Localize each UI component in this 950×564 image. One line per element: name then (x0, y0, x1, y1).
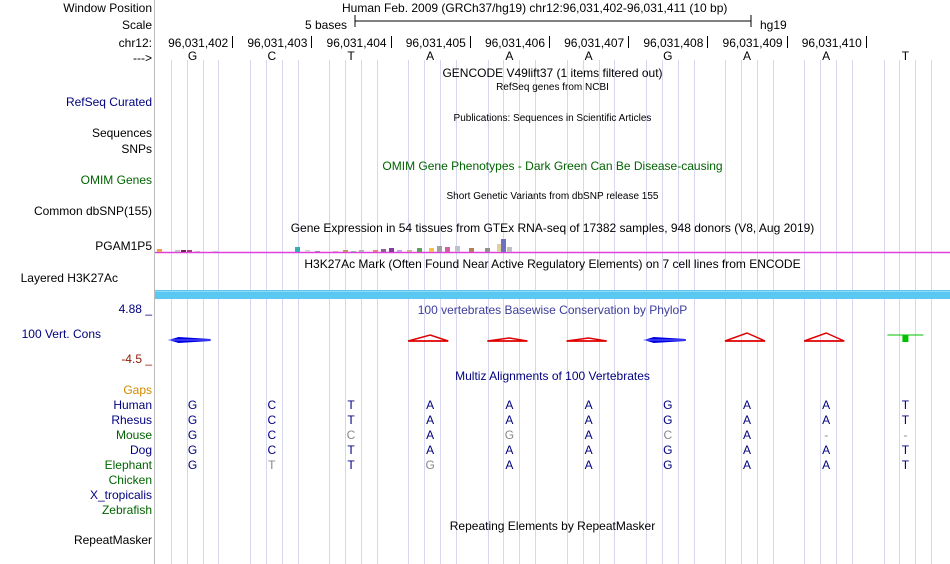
multiz-base: G (663, 398, 673, 412)
gtex-tissue-bar (485, 248, 490, 252)
multiz-base: T (347, 398, 355, 412)
gtex-tissue-bar (187, 250, 192, 252)
multiz-base: C (267, 413, 277, 427)
layered-h3k27ac-label[interactable]: Layered H3K27Ac (20, 271, 118, 285)
species-label-dog: Dog (129, 443, 152, 457)
multiz-base: A (584, 458, 593, 472)
phylop-track-title: 100 vertebrates Basewise Conservation by PhyloP (417, 303, 688, 317)
repeatmasker-label[interactable]: RepeatMasker (73, 533, 152, 547)
gtex-tissue-bar (469, 248, 474, 252)
multiz-base: A (584, 398, 593, 412)
multiz-base: A (742, 443, 751, 457)
refseq-curated-label[interactable]: RefSeq Curated (65, 95, 152, 109)
multiz-base: A (426, 398, 435, 412)
multiz-base: A (426, 428, 435, 442)
reference-base: T (901, 49, 910, 63)
species-label-mouse: Mouse (115, 428, 152, 442)
gtex-tissue-bar (417, 248, 422, 252)
strand-arrow-label[interactable]: ---> (133, 51, 152, 65)
position-tick (470, 36, 471, 48)
multiz-base: A (742, 428, 751, 442)
h3k27ac-track-title: H3K27Ac Mark (Often Found Near Active Regulatory Elements) on 7 cell lines from ENCODE (304, 257, 801, 271)
phylop-glyph (408, 335, 448, 341)
multiz-base: A (742, 398, 751, 412)
species-label-zebrafish: Zebrafish (101, 503, 152, 517)
gtex-tissue-bar (397, 250, 402, 252)
species-label-chicken: Chicken (108, 473, 152, 487)
snps-label[interactable]: SNPs (121, 142, 152, 156)
phylop-glyph (725, 333, 765, 341)
base-position-label: 96,031,408 (643, 36, 704, 50)
reference-base: A (505, 49, 514, 63)
multiz-base: A (426, 443, 435, 457)
window-position-text: Human Feb. 2009 (GRCh37/hg19) chr12:96,031,402-96,031,411 (10 bp) (342, 1, 728, 15)
reference-base: A (584, 49, 593, 63)
multiz-base: C (267, 398, 277, 412)
reference-base: A (426, 49, 435, 63)
species-label-x-tropicalis: X_tropicalis (89, 488, 152, 502)
gtex-tissue-bar (181, 250, 186, 252)
multiz-base: A (822, 413, 831, 427)
phylop-glyph (644, 337, 686, 343)
reference-base: G (187, 49, 198, 63)
base-position-label: 96,031,404 (326, 36, 387, 50)
multiz-base: G (187, 398, 198, 412)
multiz-base: A (742, 413, 751, 427)
multiz-base: T (347, 413, 355, 427)
gtex-tissue-bar (437, 246, 442, 252)
position-tick (391, 36, 392, 48)
reference-base: G (663, 49, 673, 63)
chr-label: chr12: (118, 36, 152, 50)
multiz-base: C (663, 428, 673, 442)
position-tick (549, 36, 550, 48)
gtex-tissue-bar (445, 247, 450, 252)
reference-base: A (742, 49, 751, 63)
multiz-base: G (504, 428, 515, 442)
multiz-base: C (267, 443, 277, 457)
multiz-base: - (903, 428, 908, 442)
base-position-label: 96,031,409 (722, 36, 783, 50)
multiz-base: G (663, 443, 673, 457)
multiz-base: C (346, 428, 356, 442)
scale-db: hg19 (760, 18, 787, 32)
species-label-human: Human (113, 398, 152, 412)
phylop-glyph (804, 333, 844, 341)
omim-track-title: OMIM Gene Phenotypes - Dark Green Can Be Disease-causing (382, 159, 723, 173)
phylop-max-label: 4.88 _ (118, 302, 152, 316)
multiz-base: G (663, 458, 673, 472)
gtex-tissue-bar (455, 246, 460, 252)
gtex-tissue-bar (359, 250, 364, 252)
multiz-track-title: Multiz Alignments of 100 Vertebrates (455, 369, 650, 383)
multiz-base: T (901, 413, 910, 427)
dbsnp-track-title: Short Genetic Variants from dbSNP release 155 (446, 191, 659, 202)
window-position-label: Window Position (63, 1, 152, 15)
position-tick (232, 36, 233, 48)
multiz-base: T (347, 443, 355, 457)
gtex-tissue-bar (407, 250, 412, 252)
100-vert-cons-label[interactable]: 100 Vert. Cons (21, 327, 101, 341)
omim-genes-label[interactable]: OMIM Genes (80, 173, 152, 187)
scale-label: Scale (121, 18, 152, 32)
refseq-track-title: RefSeq genes from NCBI (496, 82, 609, 93)
h3k27ac-signal-highlight (155, 291, 950, 292)
multiz-base: A (426, 413, 435, 427)
multiz-base: A (584, 428, 593, 442)
gtex-tissue-bar (389, 248, 394, 252)
multiz-base: T (901, 443, 910, 457)
base-position-label: 96,031,407 (564, 36, 625, 50)
base-position-label: 96,031,402 (168, 36, 229, 50)
position-tick (628, 36, 629, 48)
track-image[interactable] (155, 0, 950, 564)
multiz-base: A (822, 398, 831, 412)
multiz-base: T (901, 458, 910, 472)
gtex-tissue-bar (315, 251, 320, 252)
reference-base: C (267, 49, 277, 63)
gtex-tissue-bar (373, 250, 378, 252)
species-label-rhesus: Rhesus (111, 413, 152, 427)
phylop-conservation-glyphs (169, 333, 924, 343)
gtex-tissue-bar (507, 247, 512, 252)
gaps-label: Gaps (123, 383, 152, 397)
gencode-track-title[interactable]: GENCODE V49lift37 (1 items filtered out) (442, 66, 663, 80)
gtex-expression-bars (157, 239, 512, 252)
multiz-base: A (822, 458, 831, 472)
multiz-base: A (742, 458, 751, 472)
multiz-base: G (425, 458, 435, 472)
base-position-label: 96,031,406 (484, 36, 545, 50)
multiz-base: T (347, 458, 355, 472)
multiz-base: T (268, 458, 276, 472)
gtex-tissue-bar (343, 250, 348, 252)
position-tick (787, 36, 788, 48)
common-dbsnp-label[interactable]: Common dbSNP(155) (33, 204, 152, 218)
gtex-tissue-bar (351, 251, 356, 252)
multiz-base: - (824, 428, 829, 442)
base-position-label: 96,031,403 (247, 36, 308, 50)
gtex-tissue-bar (175, 250, 180, 252)
publications-track-title: Publications: Sequences in Scientific Articles (453, 113, 652, 124)
multiz-base: A (505, 398, 514, 412)
reference-base: A (822, 49, 831, 63)
phylop-glyph (487, 338, 527, 341)
reference-base: T (347, 49, 355, 63)
phylop-glyph (169, 337, 211, 343)
multiz-base: G (187, 458, 198, 472)
multiz-base: C (267, 428, 277, 442)
gtex-tissue-bar (157, 249, 162, 252)
scale-text: 5 bases (305, 18, 348, 32)
gtex-tissue-bar (213, 251, 218, 252)
phylop-glyph (887, 335, 923, 342)
position-tick (866, 36, 867, 48)
gtex-tissue-bar (305, 250, 310, 252)
multiz-base: G (187, 428, 198, 442)
gtex-tissue-bar (195, 251, 200, 252)
phylop-min-label: -4.5 _ (121, 352, 152, 366)
multiz-base: G (663, 413, 673, 427)
multiz-base: G (187, 413, 198, 427)
gtex-tissue-bar (381, 249, 386, 252)
gtex-tissue-bar (429, 248, 434, 252)
multiz-base: A (584, 413, 593, 427)
species-label-elephant: Elephant (104, 458, 152, 472)
position-tick (311, 36, 312, 48)
multiz-base: A (505, 458, 514, 472)
phylop-glyph (567, 338, 607, 341)
base-position-label: 96,031,410 (801, 36, 862, 50)
multiz-base: A (505, 443, 514, 457)
sequences-label[interactable]: Sequences (91, 126, 152, 140)
position-tick (707, 36, 708, 48)
gtex-tissue-bar (333, 251, 338, 252)
gtex-track-title: Gene Expression in 54 tissues from GTEx RNA-seq of 17382 samples, 948 donors (V8, Aug 2019) (290, 221, 815, 235)
gtex-tissue-bar (501, 239, 506, 252)
base-position-label: 96,031,405 (405, 36, 466, 50)
repeatmasker-track-title: Repeating Elements by RepeatMasker (449, 519, 656, 533)
pgam1p5-label[interactable]: PGAM1P5 (95, 239, 152, 253)
multiz-base: T (901, 398, 910, 412)
multiz-base: A (822, 443, 831, 457)
multiz-base: A (584, 443, 593, 457)
track-labels (0, 0, 155, 564)
multiz-base: G (187, 443, 198, 457)
multiz-base: A (505, 413, 514, 427)
gtex-tissue-bar (295, 247, 300, 252)
